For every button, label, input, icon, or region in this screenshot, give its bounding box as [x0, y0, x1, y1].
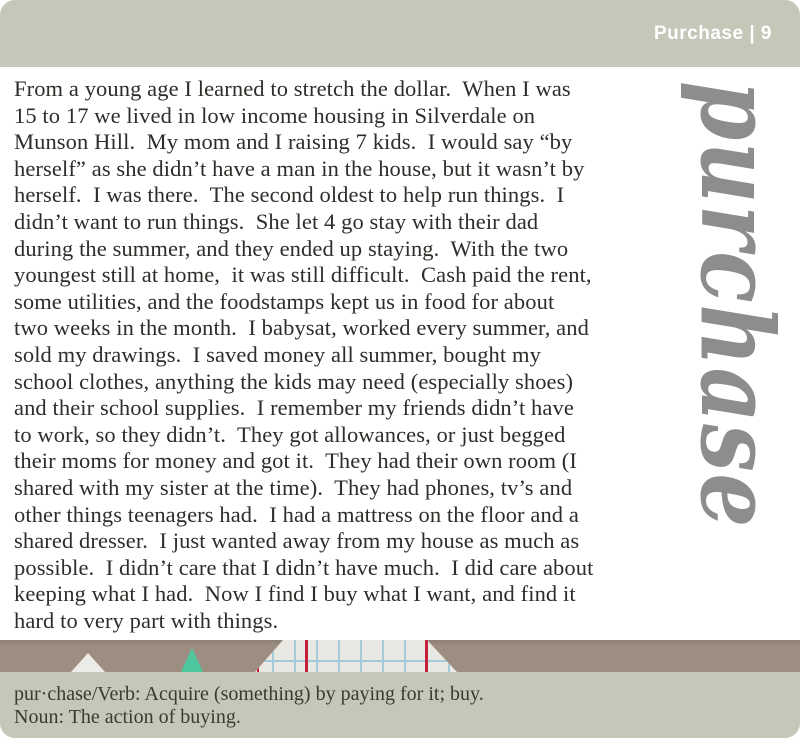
journal-line: school clothes, anything the kids may need (especially shoes) [14, 368, 574, 394]
journal-line: sold my drawings. I saved money all summer, bought my [14, 341, 541, 367]
journal-line: 15 to 17 we lived in low income housing in Silverdale on [14, 102, 536, 128]
journal-line: herself” as she didn’t have a man in the house, but it wasn’t by [14, 155, 585, 181]
side-script-text: purchase [678, 81, 796, 611]
teal-triangle [181, 648, 203, 672]
red-grid-line [257, 655, 259, 672]
journal-line: From a young age I learned to stretch the dollar. When I was [14, 76, 571, 101]
graph-paper [0, 640, 800, 672]
journal-line: some utilities, and the foodstamps kept us in food for about [14, 288, 555, 314]
collage-strip [0, 640, 800, 672]
journal-line: shared dresser. I just wanted away from my house as much as [14, 528, 580, 554]
header-band [0, 0, 800, 67]
journal-text [14, 76, 593, 634]
red-grid-line [425, 640, 428, 672]
definition-band [0, 672, 800, 738]
definition-verb: pur·chase/Verb: Acquire (something) by paying for it; buy. [14, 683, 484, 705]
journal-line: shared with my sister at the time). They had phones, tv’s and [14, 474, 573, 500]
journal-line: to work, so they didn’t. They got allowances, or just begged [14, 421, 566, 447]
journal-line: during the summer, and they ended up staying. With the two [14, 235, 569, 261]
journal-line: youngest still at home, it was still difficult. Cash paid the rent, [14, 262, 592, 288]
journal-line: Munson Hill. My mom and I raising 7 kids. I would say “by [14, 129, 573, 155]
white-triangle [71, 653, 105, 672]
journal-line: their moms for money and got it. They had their own room (I [14, 448, 577, 474]
red-grid-line [305, 640, 308, 672]
journal-line: herself. I was there. The second oldest to help run things. I [14, 182, 565, 208]
side-script-purchase [658, 67, 794, 640]
definition-noun: Noun: The action of buying. [14, 706, 241, 728]
journal-area [0, 67, 800, 640]
journal-line: possible. I didn’t care that I didn’t have much. I did care about [14, 554, 594, 580]
journal-line: hard to very part with things. [14, 607, 279, 633]
journal-line: and their school supplies. I remember my friends didn’t have [14, 395, 574, 421]
journal-line: two weeks in the month. I babysat, worked every summer, and [14, 315, 589, 341]
journal-line: didn’t want to run things. She let 4 go stay with their dad [14, 208, 539, 234]
journal-line: other things teenagers had. I had a mattress on the floor and a [14, 501, 579, 527]
journal-line: keeping what I had. Now I find I buy what I want, and find it [14, 581, 576, 607]
page-header-title: Purchase | 9 [654, 22, 772, 44]
